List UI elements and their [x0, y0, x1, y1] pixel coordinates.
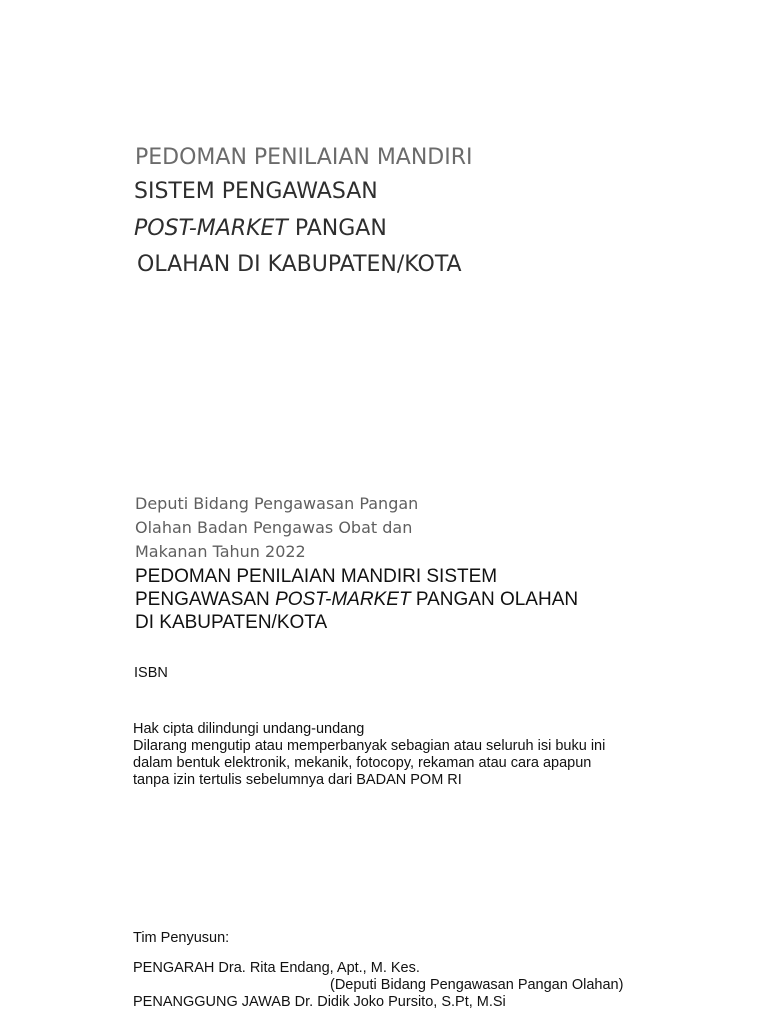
copyright-line-4: tanpa izin tertulis sebelumnya dari BADAN POM RI	[133, 772, 462, 788]
team-pengarah: PENGARAH Dra. Rita Endang, Apt., M. Kes.	[133, 960, 420, 976]
copyright-line-3: dalam bentuk elektronik, mekanik, fotocopy, rekaman atau cara apapun	[133, 755, 592, 771]
doc-title-pangan-olahan: PANGAN OLAHAN	[410, 589, 579, 610]
publisher-line-3: Makanan Tahun 2022	[135, 542, 306, 561]
copyright-notice	[133, 721, 605, 789]
cover-title-line-2: SISTEM PENGAWASAN	[134, 179, 378, 204]
team-pengarah-role: (Deputi Bidang Pengawasan Pangan Olahan)	[330, 977, 624, 993]
team-penanggung-jawab: PENANGGUNG JAWAB Dr. Didik Joko Pursito, S.Pt, M.Si	[133, 994, 506, 1010]
doc-title-line-1: PEDOMAN PENILAIAN MANDIRI SISTEM	[135, 566, 498, 587]
doc-title-post-market: POST-MARKET	[275, 589, 411, 610]
cover-title-line-3	[134, 216, 387, 241]
doc-title	[135, 565, 578, 634]
copyright-line-1: Hak cipta dilindungi undang-undang	[133, 721, 365, 737]
cover-title-line-1: PEDOMAN PENILAIAN MANDIRI	[135, 145, 473, 170]
doc-title-line-2	[135, 588, 578, 611]
doc-title-pengawasan: PENGAWASAN	[135, 589, 276, 610]
isbn-label: ISBN	[134, 665, 168, 681]
team-heading: Tim Penyusun:	[133, 930, 230, 946]
cover-title-pangan: PANGAN	[287, 216, 387, 241]
cover-title-post-market: POST-MARKET	[134, 216, 288, 241]
publisher-line-1: Deputi Bidang Pengawasan Pangan	[135, 494, 419, 513]
publisher-line-2: Olahan Badan Pengawas Obat dan	[135, 518, 413, 537]
cover-title-line-4: OLAHAN DI KABUPATEN/KOTA	[137, 252, 462, 277]
doc-title-line-3: DI KABUPATEN/KOTA	[135, 612, 328, 633]
copyright-line-2: Dilarang mengutip atau memperbanyak sebagian atau seluruh isi buku ini	[133, 738, 606, 754]
